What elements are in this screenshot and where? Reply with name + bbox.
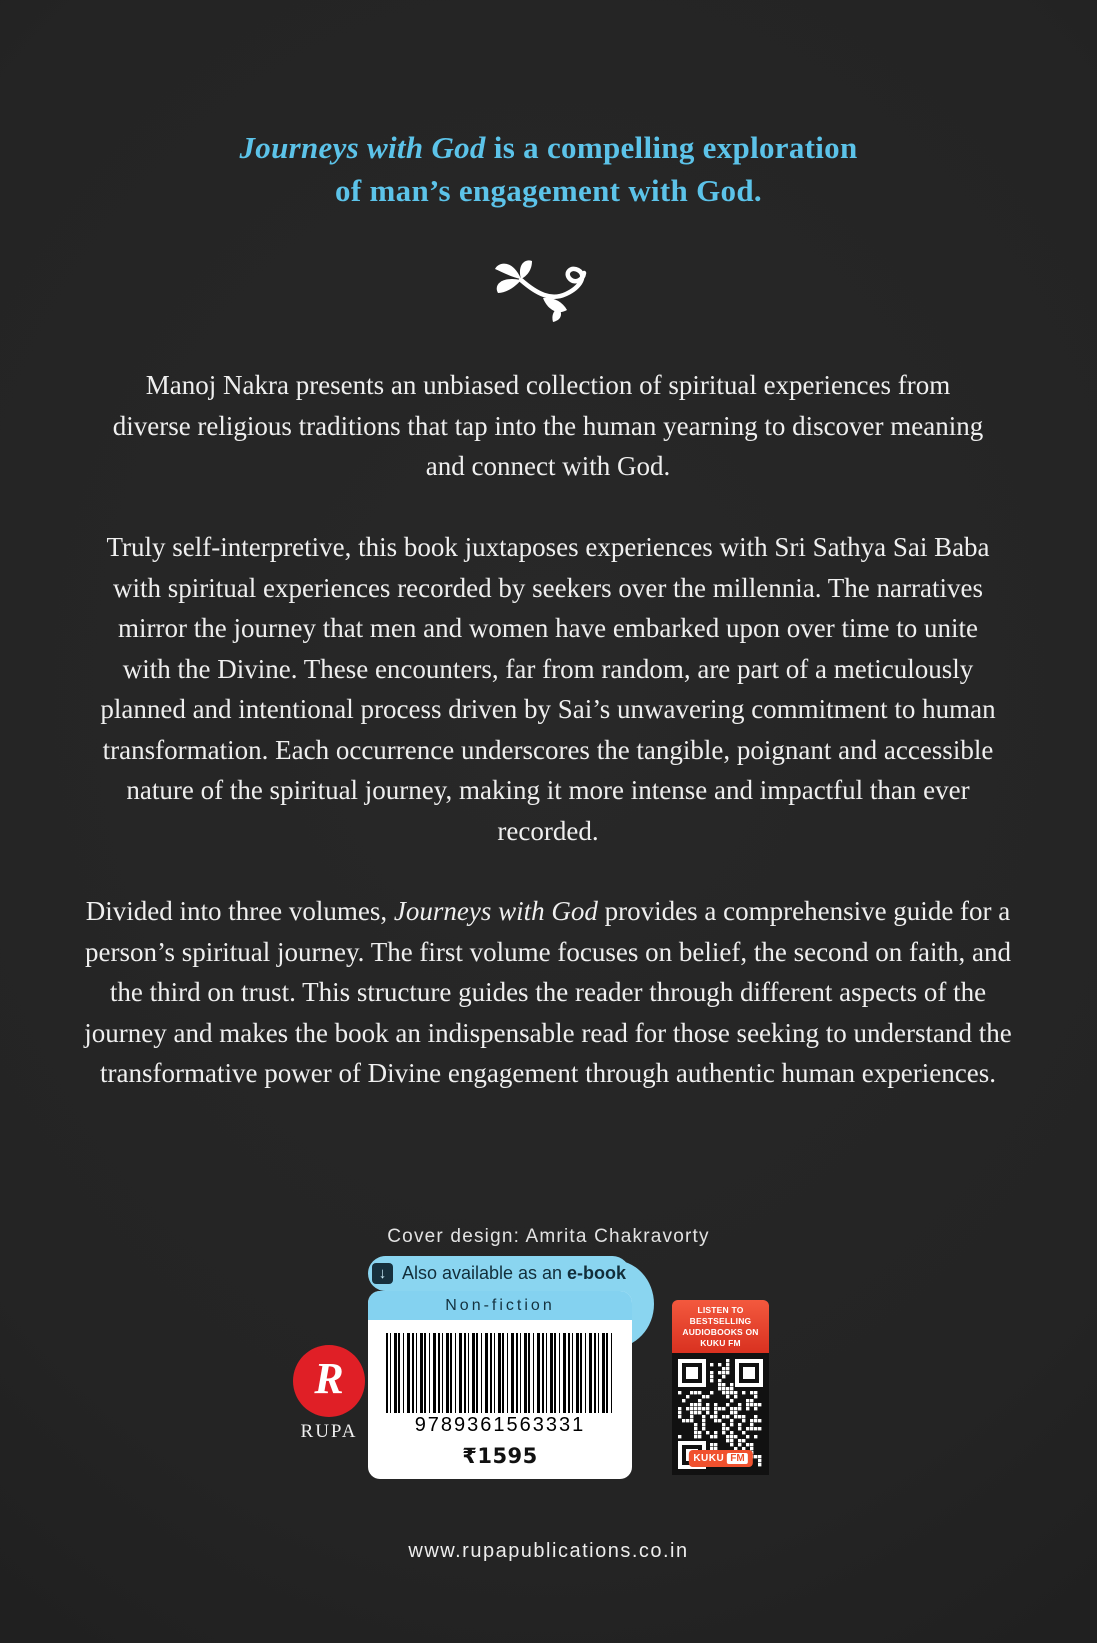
p3-prefix: Divided into three volumes, bbox=[85, 896, 394, 926]
publisher-logo bbox=[293, 1345, 365, 1443]
cover-design-credit: Cover design: Amrita Chakravorty bbox=[387, 1226, 710, 1247]
isbn-number: 9789361563331 bbox=[414, 1414, 586, 1436]
kuku-logo-text: KUKU bbox=[693, 1453, 725, 1464]
category-label: Non-fiction bbox=[368, 1291, 632, 1320]
tagline-line-2: of man’s engagement with God. bbox=[335, 173, 762, 208]
floral-flourish-icon bbox=[0, 252, 1097, 322]
kuku-fm-promo bbox=[672, 1300, 769, 1475]
kuku-fm-box: FM bbox=[727, 1453, 747, 1464]
tagline-line-1 bbox=[0, 126, 1097, 169]
kuku-header bbox=[672, 1300, 769, 1353]
kuku-fm-logo bbox=[688, 1450, 752, 1467]
publisher-name: RUPA bbox=[300, 1421, 358, 1442]
kuku-header-line3: KUKU FM bbox=[700, 1338, 741, 1348]
publisher-website: www.rupapublications.co.in bbox=[408, 1540, 689, 1562]
paragraph-description: Truly self-interpretive, this book juxtaposes experiences with Sri Sathya Sai Baba with spiritual experiences recorded by seekers over the millennia. The narratives mirror the journey that men and women have embarked upon over time to unite with the Divine. These encounters, far from random, are part of a meticulously planned and intentional process driven by Sai’s unwavering commitment to human transformation. Each occurrence underscores the tangible, poignant and accessible nature of the spiritual journey, making it more intense and impactful than ever recorded. bbox=[100, 532, 996, 846]
book-title-italic: Journeys with God bbox=[393, 896, 598, 926]
p3-suffix: provides a comprehensive guide for a person’s spiritual journey. The first volume focuses on belief, the second on faith, and the third on trust. This structure guides the reader through different aspects of the journey and makes the book an indispensable read for those seeking to understand the transformative power of Divine engagement through authentic human experiences. bbox=[84, 896, 1012, 1088]
ebook-text-prefix: Also available as an bbox=[401, 1263, 568, 1283]
kuku-header-line2: AUDIOBOOKS ON bbox=[682, 1327, 759, 1337]
barcode bbox=[386, 1333, 614, 1413]
kuku-qr-code bbox=[672, 1353, 769, 1475]
tagline-rest: is a compelling exploration bbox=[485, 130, 858, 165]
ebook-badge-text bbox=[402, 1263, 626, 1284]
paragraph-intro: Manoj Nakra presents an unbiased collection of spiritual experiences from diverse religious traditions that tap into the human yearning to discover meaning and connect with God. bbox=[112, 370, 984, 481]
book-title-italic: Journeys with God bbox=[239, 130, 486, 165]
barcode-card bbox=[368, 1291, 632, 1479]
paragraph-volumes bbox=[83, 891, 1013, 1094]
price: ₹1595 bbox=[462, 1444, 538, 1468]
download-icon: ↓ bbox=[372, 1263, 393, 1284]
rupa-monogram: R bbox=[314, 1354, 344, 1403]
ebook-text-bold: e-book bbox=[567, 1263, 627, 1283]
ebook-availability-badge bbox=[368, 1256, 630, 1291]
tagline bbox=[0, 126, 1097, 212]
kuku-header-line1: LISTEN TO BESTSELLING bbox=[689, 1305, 752, 1326]
rupa-logo-icon bbox=[293, 1345, 365, 1417]
